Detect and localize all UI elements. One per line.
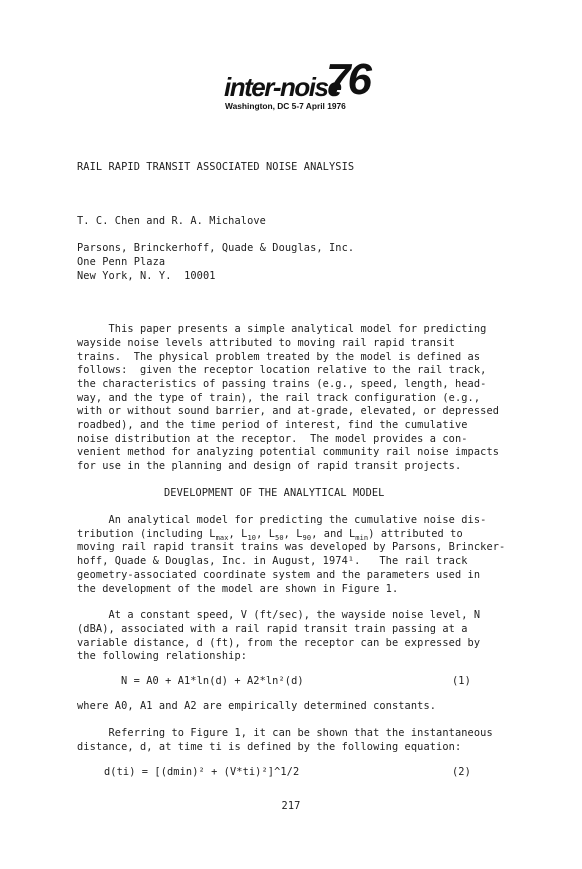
inter-noise-logo [224, 55, 376, 114]
paragraph-line: tribution (including $L_{max}$, $L_{10}$, $L_{50}$, $L_{90}$, and $L_{min}$) attributed to [77, 528, 463, 543]
paragraph-line: the following relationship: [77, 650, 248, 662]
affiliation-line: One Penn Plaza [77, 256, 166, 268]
paragraph-line: geometry-associated coordinate system and the parameters used in [77, 569, 481, 581]
logo-location-dates: Washington, DC 5-7 April 1976 [225, 101, 346, 111]
abstract-line: wayside noise levels attributed to moving rail rapid transit [77, 337, 455, 349]
paragraph-line: where A0, A1 and A2 are empirically determined constants. [77, 700, 437, 712]
abstract-line: venient method for analyzing potential community rail noise impacts [77, 446, 500, 458]
section-heading: DEVELOPMENT OF THE ANALYTICAL MODEL [164, 487, 385, 499]
abstract-line: roadbed), and the time period of interest, find the cumulative [77, 419, 468, 431]
logo-year: 76 [326, 55, 369, 104]
page-number: 217 [281, 800, 301, 812]
abstract-line: the characteristics of passing trains (e.g., speed, length, head- [77, 378, 487, 390]
equation-2-number: (2) [452, 766, 471, 778]
authors: T. C. Chen and R. A. Michalove [77, 215, 266, 227]
abstract-line: for use in the planning and design of rapid transit projects. [77, 460, 462, 472]
paper-title: RAIL RAPID TRANSIT ASSOCIATED NOISE ANALYSIS [77, 161, 355, 173]
equation-1-number: (1) [452, 675, 471, 687]
logo-wordmark: inter-noise [224, 72, 341, 102]
affiliation-line: Parsons, Brinckerhoff, Quade & Douglas, Inc. [77, 242, 355, 254]
abstract-line: follows: given the receptor location relative to the rail track, [77, 364, 487, 376]
affiliation-line: New York, N. Y. 10001 [77, 270, 216, 282]
paragraph-line: Referring to Figure 1, it can be shown that the instantaneous [77, 727, 493, 739]
abstract-line: trains. The physical problem treated by the model is defined as [77, 351, 481, 363]
paragraph-line: An analytical model for predicting the cumulative noise dis- [77, 514, 487, 526]
paragraph-line: moving rail rapid transit trains was developed by Parsons, Brincker- [77, 541, 506, 553]
equation-1: N = A0 + A1*ln(d) + A2*ln²(d) [121, 675, 304, 687]
abstract-line: way, and the type of train), the rail track configuration (e.g., [77, 392, 481, 404]
equation-2: d(ti) = [(dmin)² + (V*ti)²]^1/2 [104, 766, 300, 778]
paragraph-line: variable distance, d (ft), from the receptor can be expressed by [77, 637, 481, 649]
paragraph-line: distance, d, at time ti is defined by the following equation: [77, 741, 462, 753]
abstract-line: noise distribution at the receptor. The model provides a con- [77, 433, 468, 445]
paragraph-line: At a constant speed, V (ft/sec), the wayside noise level, N [77, 609, 481, 621]
abstract-line: with or without sound barrier, and at-grade, elevated, or depressed [77, 405, 500, 417]
paragraph-line: (dBA), associated with a rail rapid transit train passing at a [77, 623, 468, 635]
paragraph-line: hoff, Quade & Douglas, Inc. in August, 1974¹. The rail track [77, 555, 468, 567]
abstract-line: This paper presents a simple analytical model for predicting [77, 323, 487, 335]
paragraph-line: the development of the model are shown in Figure 1. [77, 583, 399, 595]
